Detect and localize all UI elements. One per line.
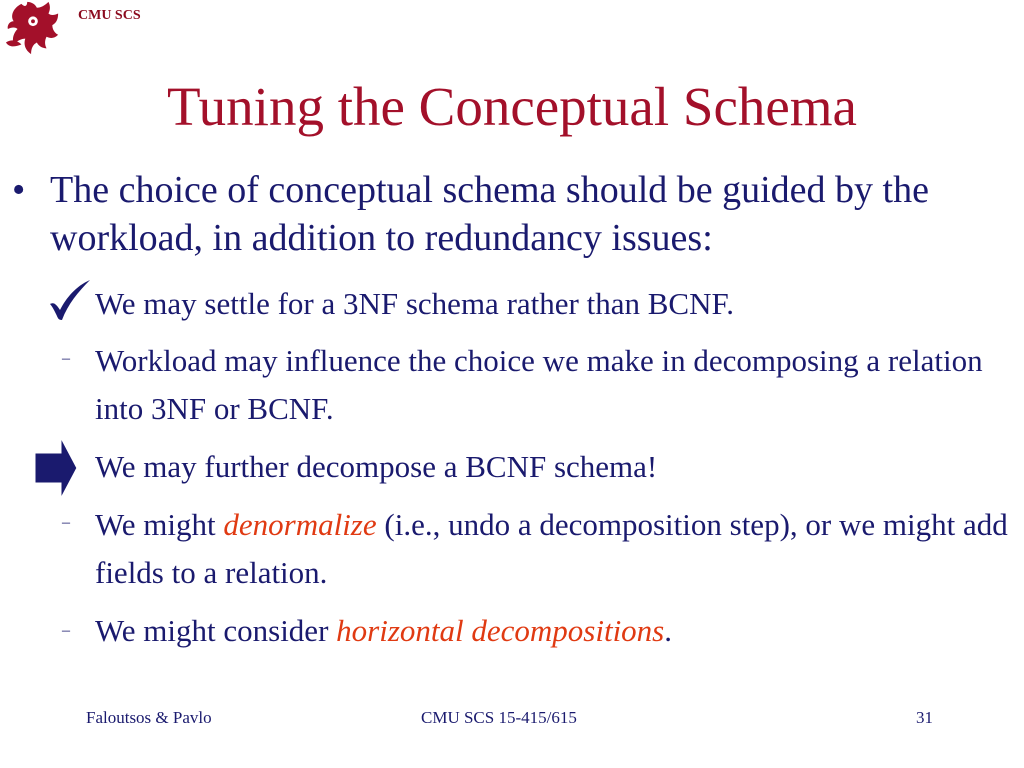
arrow-icon xyxy=(32,432,80,504)
sub-item-text: We may settle for a 3NF schema rather than BCNF. xyxy=(95,286,734,321)
footer-course: CMU SCS 15-415/615 xyxy=(421,708,577,727)
sub-item-text-before: We might consider xyxy=(95,613,337,648)
emphasis-denormalize: denormalize xyxy=(223,507,377,542)
sub-item-5 xyxy=(95,607,1015,655)
dash-marker: – xyxy=(62,350,70,367)
sub-item-4 xyxy=(95,501,1015,597)
org-label: CMU SCS xyxy=(78,8,141,23)
checkmark-icon xyxy=(46,278,94,322)
sub-item-2 xyxy=(95,337,1015,433)
sub-item-text-after: (i.e., undo a decomposition step), or we might add fields to a relation. xyxy=(95,507,1008,590)
sub-item-1 xyxy=(95,280,1015,328)
cmu-griffin-logo xyxy=(4,0,62,58)
sub-item-text: We may further decompose a BCNF schema! xyxy=(95,449,658,484)
dash-marker: – xyxy=(62,514,70,531)
sub-item-text-after: . xyxy=(664,613,672,648)
sub-item-text-before: We might xyxy=(95,507,224,542)
main-bullet-text: The choice of conceptual schema should be guided by the workload, in addition to redundancy issues: xyxy=(50,169,929,259)
emphasis-horizontal-decompositions: horizontal decompositions xyxy=(336,613,665,648)
sub-item-3 xyxy=(95,443,1015,491)
footer-page-number: 31 xyxy=(916,708,933,727)
bullet-marker: • xyxy=(12,169,26,211)
slide-title: Tuning the Conceptual Schema xyxy=(167,76,857,137)
dash-marker: – xyxy=(62,622,70,639)
sub-item-text: Workload may influence the choice we make in decomposing a relation into 3NF or BCNF. xyxy=(95,343,983,426)
footer-authors: Faloutsos & Pavlo xyxy=(86,708,212,727)
